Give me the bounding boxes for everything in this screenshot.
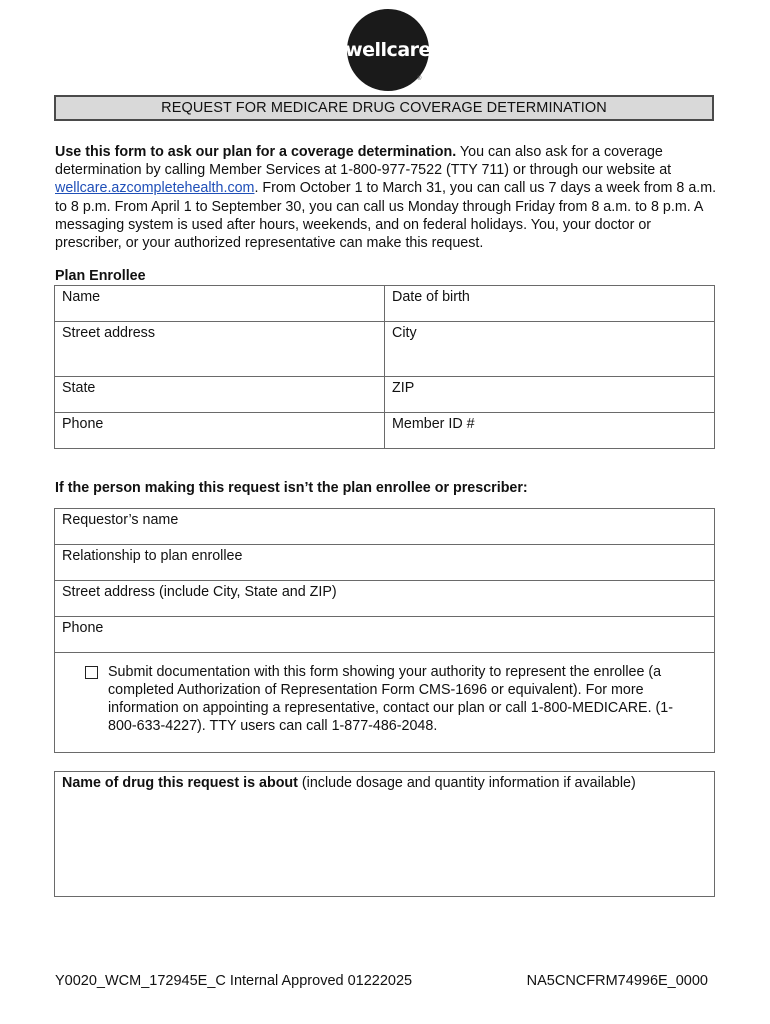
- drug-label-bold: Name of drug this request is about: [62, 775, 298, 791]
- requestor-heading: If the person making this request isn’t the plan enrollee or prescriber:: [55, 480, 528, 496]
- plan-enrollee-heading: Plan Enrollee: [55, 268, 146, 284]
- enrollee-member-id-field[interactable]: [385, 413, 715, 449]
- enrollee-zip-field[interactable]: [385, 377, 715, 413]
- documentation-note: Submit documentation with this form showing your authority to represent the enrollee (a completed Authorization of Representation Form CMS-1696 or equivalent). For more information on appointing a representative, contact our plan or call 1-800-MEDICARE. (1-800-633-4227). TTY users can call 1-877-486-2048.: [108, 664, 674, 734]
- website-link[interactable]: wellcare.azcompletehealth.com: [55, 180, 255, 197]
- enrollee-city-label: City: [392, 325, 417, 341]
- requestor-street-field[interactable]: [55, 581, 715, 617]
- footer-right-code: NA5CNCFRM74996E_0000: [526, 973, 708, 989]
- enrollee-street-label: Street address: [62, 325, 155, 341]
- enrollee-dob-label: Date of birth: [392, 289, 470, 305]
- intro-text-after-link: . From October 1 to March 31, you can call us 7 days a week from 8 a.m. to 8 p.m. From April 1 to September 30, you can call us Monday through Friday from 8 a.m. to 8 p.m. A messaging system is used after hours, weekends, and on federal holidays. You, your doctor or prescriber, or your authorized representative can make this request.: [55, 180, 717, 252]
- requestor-street-label: Street address (include City, State and ZIP): [62, 584, 337, 600]
- requestor-table: [54, 508, 715, 753]
- enrollee-state-field[interactable]: [55, 377, 385, 413]
- logo-trademark: ®: [417, 76, 422, 82]
- requestor-phone-field[interactable]: [55, 617, 715, 653]
- enrollee-city-field[interactable]: [385, 322, 715, 377]
- documentation-note-cell: [55, 653, 715, 753]
- enrollee-dob-field[interactable]: [385, 286, 715, 322]
- enrollee-name-label: Name: [62, 289, 101, 305]
- logo-text: wellcare: [345, 39, 431, 61]
- requestor-name-label: Requestor’s name: [62, 512, 179, 528]
- enrollee-phone-field[interactable]: [55, 413, 385, 449]
- documentation-checkbox[interactable]: [85, 666, 98, 679]
- enrollee-state-label: State: [62, 380, 96, 396]
- drug-label-rest: (include dosage and quantity information if available): [297, 775, 636, 791]
- intro-paragraph: [55, 143, 717, 252]
- plan-enrollee-table: [54, 285, 715, 449]
- requestor-name-field[interactable]: [55, 509, 715, 545]
- footer-left-code: Y0020_WCM_172945E_C Internal Approved 01222025: [55, 973, 413, 989]
- enrollee-zip-label: ZIP: [392, 380, 415, 396]
- enrollee-phone-label: Phone: [62, 416, 104, 432]
- enrollee-street-field[interactable]: [55, 322, 385, 377]
- form-title: REQUEST FOR MEDICARE DRUG COVERAGE DETERMINATION: [54, 95, 714, 121]
- enrollee-member-id-label: Member ID #: [392, 416, 475, 432]
- intro-text-before-link: You can also ask for a coverage determination by calling Member Services at 1-800-977-7522 (TTY 711) or through our website at: [55, 144, 672, 179]
- drug-name-field[interactable]: [54, 771, 715, 897]
- intro-bold-lead: Use this form to ask our plan for a coverage determination.: [55, 144, 457, 160]
- enrollee-name-field[interactable]: [55, 286, 385, 322]
- requestor-relationship-field[interactable]: [55, 545, 715, 581]
- requestor-relationship-label: Relationship to plan enrollee: [62, 548, 243, 564]
- requestor-phone-label: Phone: [62, 620, 104, 636]
